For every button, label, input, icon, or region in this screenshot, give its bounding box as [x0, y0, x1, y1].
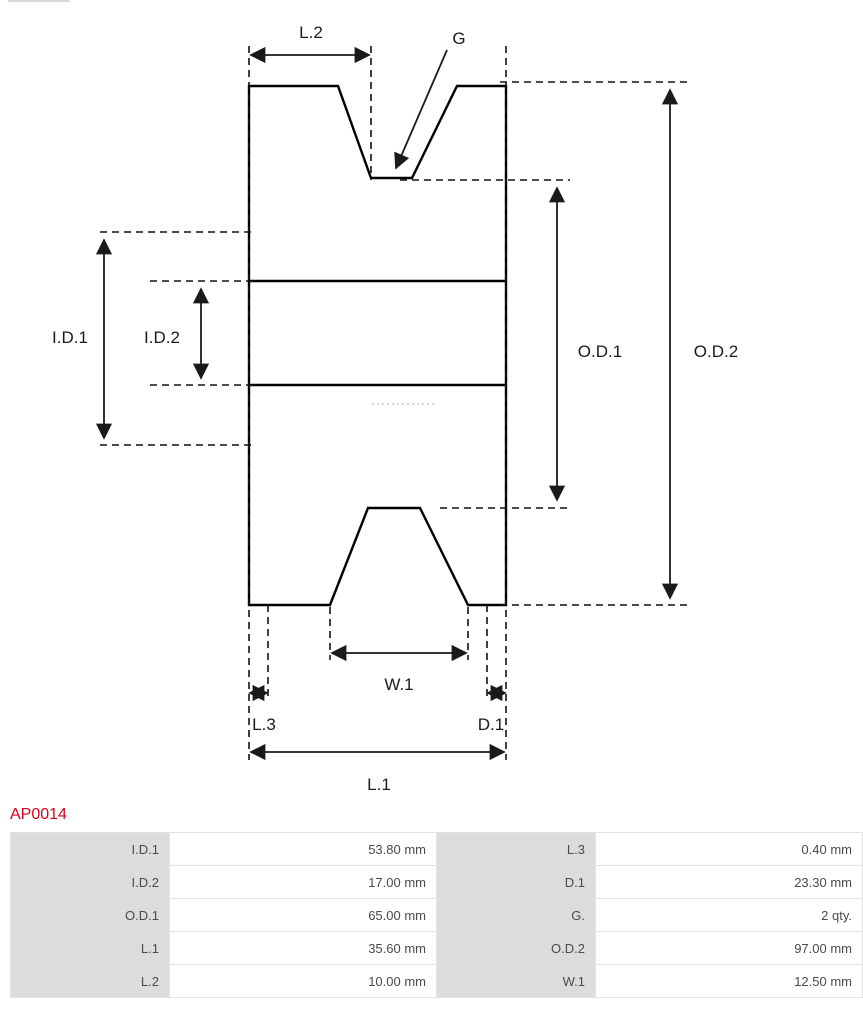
spec-key: L.2	[11, 965, 170, 998]
dimension-arrows	[104, 50, 670, 752]
spec-value: 65.00 mm	[170, 899, 437, 932]
table-row	[11, 965, 863, 998]
label-id2: I.D.2	[144, 328, 180, 347]
spec-value: 0.40 mm	[596, 833, 863, 866]
specification-table-body	[11, 833, 863, 998]
spec-key: O.D.1	[11, 899, 170, 932]
table-row	[11, 932, 863, 965]
spec-value: 35.60 mm	[170, 932, 437, 965]
specification-table	[10, 832, 863, 998]
table-row	[11, 866, 863, 899]
spec-value: 53.80 mm	[170, 833, 437, 866]
spec-value: 2 qty.	[596, 899, 863, 932]
part-outline	[249, 86, 506, 605]
spec-key: G.	[437, 899, 596, 932]
label-od1: O.D.1	[577, 342, 623, 361]
spec-value: 10.00 mm	[170, 965, 437, 998]
label-g: G	[452, 29, 466, 48]
spec-key: I.D.1	[11, 833, 170, 866]
table-row	[11, 899, 863, 932]
label-d1: D.1	[477, 715, 505, 734]
spec-key: I.D.2	[11, 866, 170, 899]
table-row	[11, 833, 863, 866]
spec-key: W.1	[437, 965, 596, 998]
label-od2: O.D.2	[693, 342, 739, 361]
label-id1: I.D.1	[52, 328, 88, 347]
spec-key: L.1	[11, 932, 170, 965]
spec-key: O.D.2	[437, 932, 596, 965]
label-l3: L.3	[252, 715, 276, 734]
spec-key: L.3	[437, 833, 596, 866]
spec-value: 12.50 mm	[596, 965, 863, 998]
spec-value: 97.00 mm	[596, 932, 863, 965]
label-l2: L.2	[299, 23, 323, 42]
spec-value: 17.00 mm	[170, 866, 437, 899]
label-l1: L.1	[367, 775, 391, 794]
spec-key: D.1	[437, 866, 596, 899]
spec-value: 23.30 mm	[596, 866, 863, 899]
part-code: AP0014	[10, 806, 67, 823]
label-w1: W.1	[384, 675, 414, 694]
